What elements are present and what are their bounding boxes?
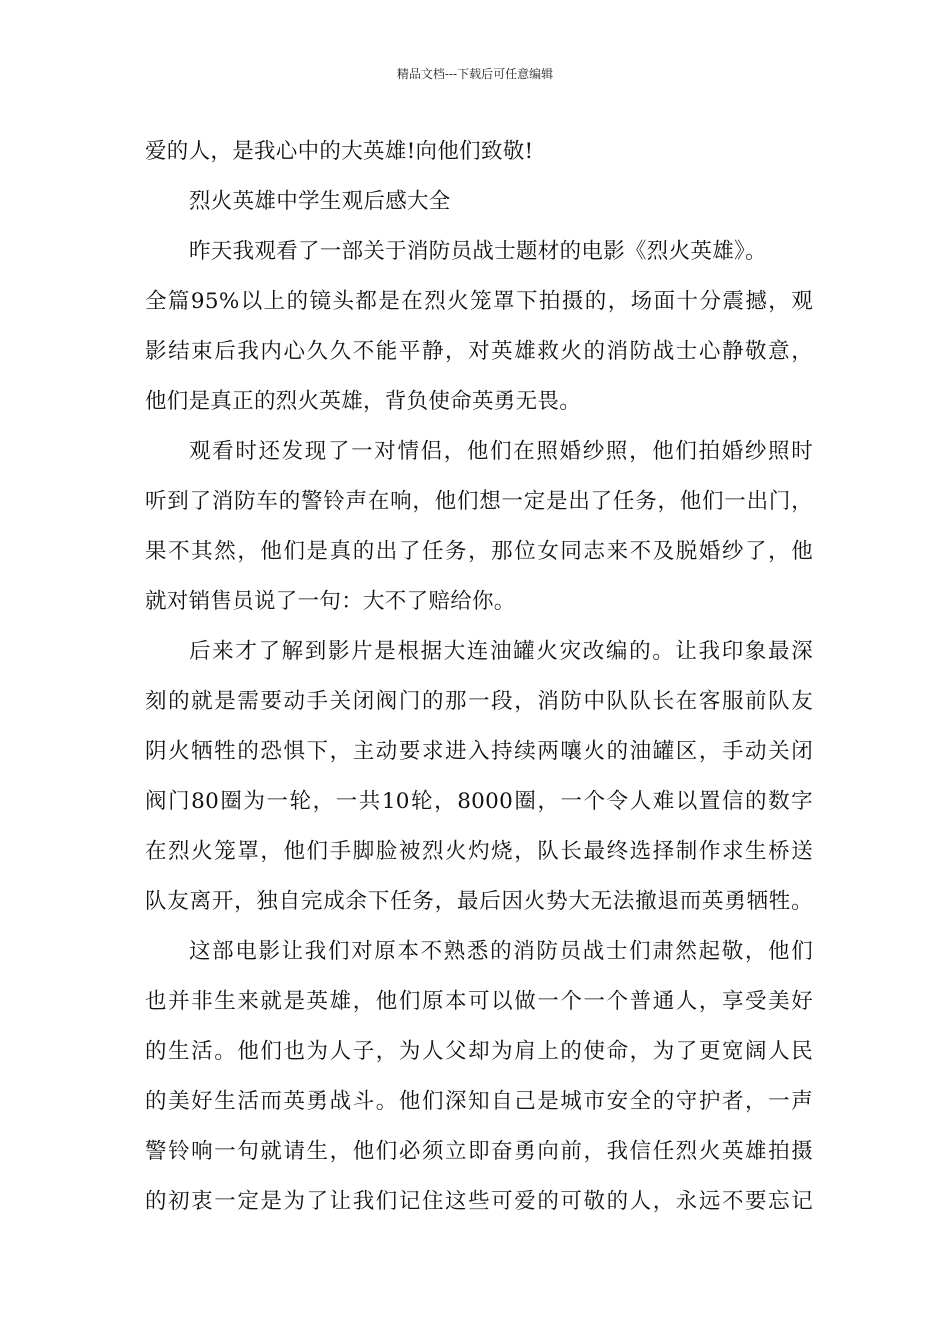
text-line: 阀门80圈为一轮，一共10轮，8000圈，一个令人难以置信的数字 (145, 789, 813, 814)
page-header: 精品文档---下载后可任意编辑 (396, 67, 554, 81)
text-line: 后来才了解到影片是根据大连油罐火灾改编的。让我印象最深 (189, 639, 813, 664)
text-line: 队友离开，独自完成余下任务，最后因火势大无法撤退而英勇牺牲。 (145, 889, 813, 914)
text-line: 的美好生活而英勇战斗。他们深知自己是城市安全的守护者，一声 (145, 1089, 813, 1114)
text-line: 全篇95%以上的镜头都是在烈火笼罩下拍摄的，场面十分震撼，观 (145, 289, 813, 314)
text-line: 这部电影让我们对原本不熟悉的消防员战士们肃然起敬，他们 (189, 939, 813, 964)
text-line: 影结束后我内心久久不能平静，对英雄救火的消防战士心静敬意， (145, 339, 813, 364)
text-line: 警铃响一句就请生，他们必须立即奋勇向前，我信任烈火英雄拍摄 (145, 1139, 813, 1164)
text-line: 果不其然，他们是真的出了任务，那位女同志来不及脱婚纱了，他 (145, 539, 813, 564)
text-line: 观看时还发现了一对情侣，他们在照婚纱照，他们拍婚纱照时 (189, 439, 813, 464)
text-line: 阴火牺牲的恐惧下，主动要求进入持续两嚷火的油罐区，手动关闭 (145, 739, 813, 764)
text-line: 在烈火笼罩，他们手脚脸被烈火灼烧，队长最终选择制作求生桥送 (145, 839, 813, 864)
text-line: 就对销售员说了一句：大不了赔给你。 (145, 589, 516, 614)
text-line: 刻的就是需要动手关闭阀门的那一段，消防中队队长在客服前队友 (145, 689, 813, 714)
text-line: 的生活。他们也为人子，为人父却为肩上的使命，为了更宽阔人民 (145, 1039, 813, 1064)
text-line: 听到了消防车的警铃声在响，他们想一定是出了任务，他们一出门， (145, 489, 813, 514)
text-line: 他们是真正的烈火英雄，背负使命英勇无畏。 (145, 389, 582, 414)
section-heading: 烈火英雄中学生观后感大全 (189, 189, 451, 214)
text-line: 也并非生来就是英雄，他们原本可以做一个一个普通人，享受美好 (145, 989, 813, 1014)
text-line: 昨天我观看了一部关于消防员战士题材的电影《烈火英雄》。 (189, 239, 767, 264)
text-line: 的初衷一定是为了让我们记住这些可爱的可敬的人，永远不要忘记 (145, 1189, 813, 1214)
text-line: 爱的人，是我心中的大英雄!向他们致敬! (145, 139, 534, 164)
document-body (145, 127, 813, 1227)
